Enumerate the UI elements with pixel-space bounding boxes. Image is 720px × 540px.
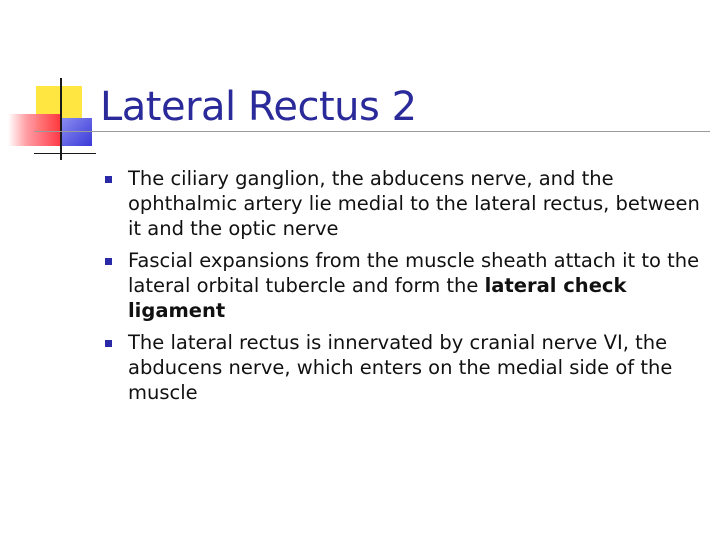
title-underline xyxy=(34,131,710,132)
bullet-text-regular: Fascial expansions from the muscle sheath attach it to the lateral orbital tubercle and form the xyxy=(128,249,700,297)
red-gradient-decoration xyxy=(8,114,60,146)
title-ornament xyxy=(0,0,110,170)
blue-square-decoration xyxy=(62,118,92,146)
bullet-text xyxy=(128,331,672,404)
bullet-text xyxy=(128,249,699,322)
slide-title: Lateral Rectus 2 xyxy=(100,84,417,130)
vertical-rule xyxy=(60,78,62,160)
short-horizontal-rule xyxy=(34,153,96,154)
bullet-text-regular: The ciliary ganglion, the abducens nerve, and the ophthalmic artery lie medial to the lateral rectus, between it and the optic nerve xyxy=(128,167,700,240)
bullet-text-bold: lateral check ligament xyxy=(128,274,627,322)
bullet-text-regular: The lateral rectus is innervated by cranial nerve VI, the abducens nerve, which enters on the medial side of the muscle xyxy=(128,331,673,404)
bullet-item xyxy=(104,166,704,241)
square-bullet-icon xyxy=(105,176,112,183)
bullet-text xyxy=(128,167,700,240)
bullet-list xyxy=(104,166,704,412)
square-bullet-icon xyxy=(105,340,112,347)
bullet-item xyxy=(104,248,704,323)
bullet-item xyxy=(104,330,704,405)
square-bullet-icon xyxy=(105,258,112,265)
